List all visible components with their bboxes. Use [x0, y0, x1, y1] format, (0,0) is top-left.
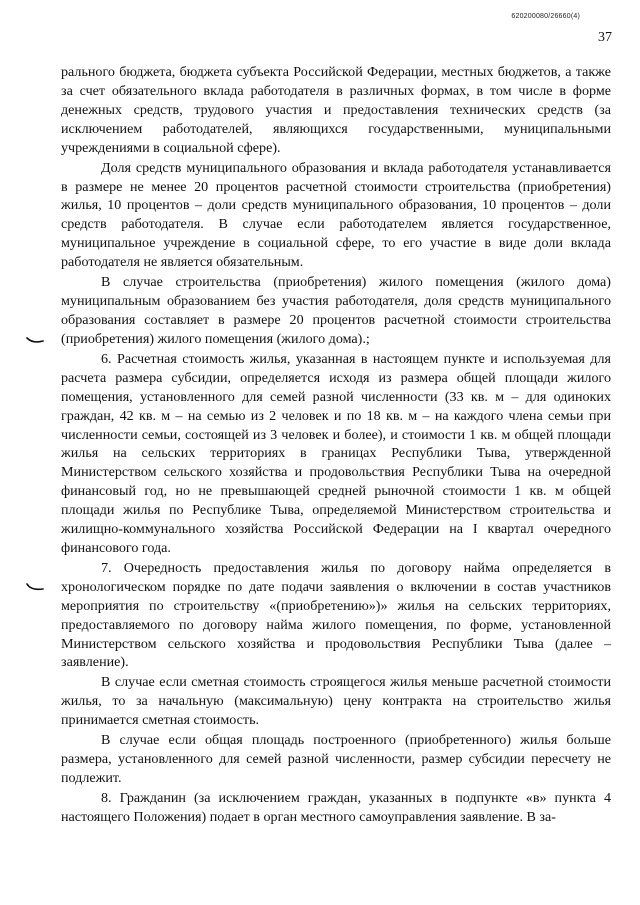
margin-tick-mark-icon [26, 336, 44, 346]
paragraph-area-excess: В случае если общая площадь построенного (приобретенного) жилья больше размера, установленного для семей разной численности, размер субсидии пересчету не подлежит. [61, 732, 611, 787]
margin-tick-mark-icon [26, 583, 44, 593]
paragraph-continuation: рального бюджета, бюджета субъекта Российской Федерации, местных бюджетов, а также за счет обязательного вклада работодателя в различных формах, в том числе в форме денежных средств, трудового участия и предоставления технических средств (за исключением работодателей, являющихся государственными, муниципальными учреждениями в социальной сфере). [61, 64, 611, 156]
paragraph-item-7: 7. Очередность предоставления жилья по договору найма определяется в хронологическом порядке по дате подачи заявления о включении в состав участников мероприятия по строительству «(приобретению»)» жилья на сельских территориях, предоставляемого по договору найма жилого помещения, по форме, установленной Министерством сельского хозяйства и продовольствия Республики Тыва (далее – заявление). [61, 559, 611, 671]
paragraph-municipal-share: В случае строительства (приобретения) жилого помещения (жилого дома) муниципальным образованием без участия работодателя, доля средств муниципального образования составляет в размере 20 процентов расчетной стоимости строительства (приобретения) жилого помещения (жилого дома).; [61, 274, 611, 347]
paragraph-estimate-cost: В случае если сметная стоимость строящегося жилья меньше расчетной стоимости жилья, то за начальную (максимальную) цену контракта на строительство жилья принимается сметная стоимость. [61, 674, 611, 729]
paragraph-item-8: 8. Гражданин (за исключением граждан, указанных в подпункте «в» пункта 4 настоящего Положения) подает в орган местного самоуправления заявление. В за- [61, 790, 611, 825]
paragraph-item-6: 6. Расчетная стоимость жилья, указанная в настоящем пункте и используемая для расчета размера субсидии, определяется исходя из размера общей площади жилого помещения, установленного для семей разной численности (33 кв. м – для одиноких граждан, 42 кв. м – на семью из 2 человек и по 18 кв. м – на каждого члена семьи при численности семьи, состоящей из 3 человек и более), и стоимости 1 кв. м общей площади жилья на сельских территориях в границах Республики Тыва, утвержденной Министерством сельского хозяйства и продовольствия Республики Тыва на очередной финансовый год, но не превышающей средней рыночной стоимости 1 кв. м общей площади жилья по Республике Тыва, определяемой Министерством строительства и жилищно-коммунального хозяйства Российской Федерации на I квартал очередного финансового года. [61, 350, 611, 556]
document-body [61, 63, 611, 828]
document-code: 620200080/26660(4) [511, 13, 580, 20]
paragraph-funding-share: Доля средств муниципального образования и вклада работодателя устанавливается в размере не менее 20 процентов расчетной стоимости строительства (приобретения) жилья, 10 процентов – доли средств муниципального образования, 10 процентов – доли средств работодателя. В случае если работодателем является государственное, муниципальное учреждение в социальной сфере, то его участие в виде доли вклада работодателя не является обязательным. [61, 159, 611, 271]
page-number: 37 [598, 30, 612, 45]
